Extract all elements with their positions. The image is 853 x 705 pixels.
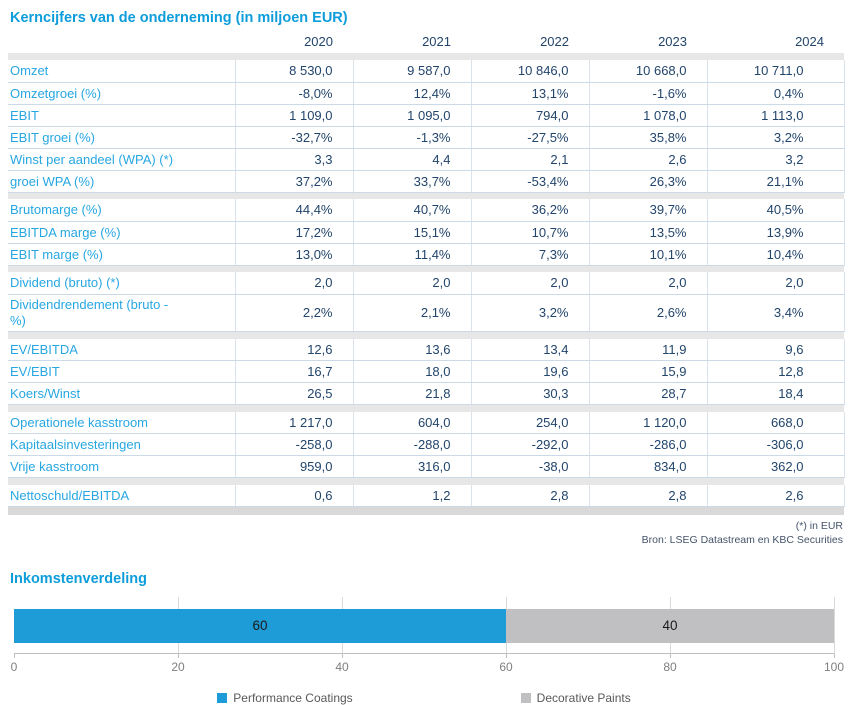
cell-value: 254,0: [471, 412, 589, 434]
row-label: [8, 243, 235, 265]
cell-value: 40,7%: [353, 199, 471, 221]
income-distribution-chart: [10, 597, 845, 705]
x-axis-tick: [14, 654, 15, 658]
row-label: [8, 383, 235, 405]
legend-item: [521, 691, 631, 705]
section-separator-band: [8, 192, 844, 199]
chart-legend: [14, 691, 834, 705]
cell-value: -8,0%: [235, 82, 353, 104]
row-label-text: Winst per aandeel (WPA) (*): [10, 151, 174, 167]
year-column-header: 2024: [795, 34, 824, 49]
table-row: [8, 361, 844, 383]
x-axis-tick-labels: [10, 659, 845, 678]
cell-value: 13,0%: [235, 243, 353, 265]
year-header-row: [8, 33, 844, 53]
cell-value: 12,8: [707, 361, 844, 383]
cell-value: 834,0: [589, 456, 707, 478]
section-separator-band: [8, 265, 844, 272]
table-title: Kerncijfers van de onderneming (in miljoen EUR): [10, 10, 348, 26]
cell-value: 2,0: [589, 272, 707, 294]
cell-value: 10 846,0: [471, 60, 589, 82]
x-axis-tick: [670, 654, 671, 658]
row-label: [8, 294, 235, 332]
cell-value: 35,8%: [589, 126, 707, 148]
cell-value: 4,4: [353, 148, 471, 170]
cell-value: 3,2: [707, 148, 844, 170]
row-label: [8, 485, 235, 507]
row-label-text: EBIT: [10, 107, 39, 123]
cell-value: 37,2%: [235, 170, 353, 192]
table-row: [8, 339, 844, 361]
cell-value: -27,5%: [471, 126, 589, 148]
cell-value: 10,7%: [471, 221, 589, 243]
cell-value: 3,2%: [707, 126, 844, 148]
chart-title: Inkomstenverdeling: [10, 570, 147, 587]
table-row: [8, 148, 844, 170]
x-axis-line: [14, 653, 834, 654]
cell-value: 2,1: [471, 148, 589, 170]
row-label: [8, 456, 235, 478]
cell-value: 21,1%: [707, 170, 844, 192]
cell-value: 19,6: [471, 361, 589, 383]
x-axis-tick-label: 80: [663, 659, 677, 674]
row-label: [8, 272, 235, 294]
row-label-text: Dividendrendement (bruto - %): [10, 296, 169, 328]
row-label-text: Dividend (bruto) (*): [10, 275, 120, 291]
section-separator-band: [8, 53, 844, 60]
cell-value: 30,3: [471, 383, 589, 405]
cell-value: 16,7: [235, 361, 353, 383]
section-separator-band: [8, 405, 844, 412]
row-label: [8, 221, 235, 243]
x-axis-tick-label: 100: [823, 659, 845, 674]
row-label: [8, 148, 235, 170]
cell-value: 1 078,0: [589, 104, 707, 126]
cell-value: -286,0: [589, 434, 707, 456]
cell-value: 0,4%: [707, 82, 844, 104]
cell-value: -292,0: [471, 434, 589, 456]
table-row: [8, 434, 844, 456]
cell-value: 1 095,0: [353, 104, 471, 126]
cell-value: 36,2%: [471, 199, 589, 221]
bar-segment-performance-coatings: [14, 609, 506, 643]
cell-value: 1 120,0: [589, 412, 707, 434]
cell-value: 2,6: [589, 148, 707, 170]
cell-value: 13,1%: [471, 82, 589, 104]
table-row: [8, 104, 844, 126]
row-label-text: Vrije kasstroom: [10, 459, 100, 474]
cell-value: 13,5%: [589, 221, 707, 243]
cell-value: 18,4: [707, 383, 844, 405]
cell-value: 2,1%: [353, 294, 471, 332]
x-axis-tick: [506, 654, 507, 658]
section-separator-band: [8, 332, 844, 339]
header-corner: [8, 33, 235, 53]
row-label-text: Nettoschuld/EBITDA: [10, 487, 130, 503]
table-row: [8, 412, 844, 434]
bar-segment-value-label: 60: [252, 618, 268, 634]
cell-value: 17,2%: [235, 221, 353, 243]
table-row: [8, 221, 844, 243]
x-axis-tick-label: 40: [335, 659, 349, 674]
cell-value: 8 530,0: [235, 60, 353, 82]
legend-label: Performance Coatings: [233, 690, 353, 705]
table-row: [8, 170, 844, 192]
footnote-source: Bron: LSEG Datastream en KBC Securities: [641, 533, 843, 546]
stacked-bar: [14, 609, 834, 643]
legend-swatch-icon: [217, 693, 227, 703]
x-axis-tick: [834, 654, 835, 658]
bar-segment-decorative-paints: [506, 609, 834, 643]
year-column-header: 2021: [422, 34, 451, 49]
cell-value: 10 668,0: [589, 60, 707, 82]
cell-value: 2,0: [235, 272, 353, 294]
cell-value: 3,4%: [707, 294, 844, 332]
row-label-text: Kapitaalsinvesteringen: [10, 437, 141, 452]
cell-value: 3,3: [235, 148, 353, 170]
cell-value: 9,6: [707, 339, 844, 361]
cell-value: 2,2%: [235, 294, 353, 332]
cell-value: 3,2%: [471, 294, 589, 332]
cell-value: -1,3%: [353, 126, 471, 148]
cell-value: -1,6%: [589, 82, 707, 104]
row-label-text: Koers/Winst: [10, 386, 81, 401]
cell-value: 15,1%: [353, 221, 471, 243]
table-row: [8, 485, 844, 507]
cell-value: 2,6%: [589, 294, 707, 332]
row-label: [8, 126, 235, 148]
row-label-text: Brutomarge (%): [10, 202, 102, 218]
gridline: [834, 597, 835, 654]
cell-value: -32,7%: [235, 126, 353, 148]
chart-plot-area: [14, 597, 834, 654]
row-label-text: EBIT marge (%): [10, 246, 103, 262]
table-row: [8, 60, 844, 82]
row-label: [8, 199, 235, 221]
legend-label: Decorative Paints: [536, 690, 631, 705]
cell-value: 2,0: [471, 272, 589, 294]
cell-value: 13,9%: [707, 221, 844, 243]
row-label-text: groei WPA (%): [10, 173, 95, 189]
cell-value: 18,0: [353, 361, 471, 383]
table-row: [8, 272, 844, 294]
cell-value: 33,7%: [353, 170, 471, 192]
cell-value: -306,0: [707, 434, 844, 456]
table-row: [8, 199, 844, 221]
table-row: [8, 294, 844, 332]
cell-value: 0,6: [235, 485, 353, 507]
cell-value: 2,6: [707, 485, 844, 507]
cell-value: 26,5: [235, 383, 353, 405]
row-label: [8, 434, 235, 456]
cell-value: 12,4%: [353, 82, 471, 104]
cell-value: 10 711,0: [707, 60, 844, 82]
cell-value: 959,0: [235, 456, 353, 478]
row-label-text: EBITDA marge (%): [10, 224, 121, 240]
cell-value: 13,4: [471, 339, 589, 361]
cell-value: 11,4%: [353, 243, 471, 265]
row-label: [8, 82, 235, 104]
cell-value: 794,0: [471, 104, 589, 126]
row-label: [8, 170, 235, 192]
section-separator-band: [8, 478, 844, 485]
cell-value: 39,7%: [589, 199, 707, 221]
cell-value: 12,6: [235, 339, 353, 361]
cell-value: -258,0: [235, 434, 353, 456]
cell-value: 13,6: [353, 339, 471, 361]
x-axis-tick-label: 0: [10, 659, 18, 674]
cell-value: 2,8: [589, 485, 707, 507]
year-column-header: 2020: [304, 34, 333, 49]
table-row: [8, 243, 844, 265]
row-label: [8, 339, 235, 361]
cell-value: 9 587,0: [353, 60, 471, 82]
cell-value: 10,4%: [707, 243, 844, 265]
cell-value: 2,0: [707, 272, 844, 294]
row-label: [8, 104, 235, 126]
x-axis-tick: [178, 654, 179, 658]
cell-value: 1 113,0: [707, 104, 844, 126]
row-label: [8, 60, 235, 82]
cell-value: 15,9: [589, 361, 707, 383]
cell-value: 7,3%: [471, 243, 589, 265]
x-axis-tick-label: 20: [171, 659, 185, 674]
row-label: [8, 361, 235, 383]
cell-value: 40,5%: [707, 199, 844, 221]
cell-value: 1,2: [353, 485, 471, 507]
row-label-text: EBIT groei (%): [10, 129, 96, 145]
row-label-text: EV/EBITDA: [10, 341, 78, 357]
legend-swatch-icon: [521, 693, 531, 703]
table-row: [8, 383, 844, 405]
key-figures-table: [8, 33, 845, 515]
row-label-text: EV/EBIT: [10, 364, 60, 379]
row-label-text: Omzet: [10, 63, 49, 79]
row-label-text: Operationele kasstroom: [10, 414, 149, 430]
year-column-header: 2022: [540, 34, 569, 49]
cell-value: -38,0: [471, 456, 589, 478]
table-row: [8, 456, 844, 478]
section-separator-band: [8, 507, 844, 515]
bar-segment-value-label: 40: [662, 618, 678, 634]
cell-value: 11,9: [589, 339, 707, 361]
cell-value: 28,7: [589, 383, 707, 405]
cell-value: 2,8: [471, 485, 589, 507]
year-column-header: 2023: [658, 34, 687, 49]
cell-value: 604,0: [353, 412, 471, 434]
footnote-unit: (*) in EUR: [795, 519, 843, 532]
x-axis-tick: [342, 654, 343, 658]
cell-value: 668,0: [707, 412, 844, 434]
cell-value: 2,0: [353, 272, 471, 294]
cell-value: 1 109,0: [235, 104, 353, 126]
cell-value: 44,4%: [235, 199, 353, 221]
cell-value: 1 217,0: [235, 412, 353, 434]
cell-value: 362,0: [707, 456, 844, 478]
cell-value: -53,4%: [471, 170, 589, 192]
table-row: [8, 126, 844, 148]
cell-value: 21,8: [353, 383, 471, 405]
table-row: [8, 82, 844, 104]
row-label: [8, 412, 235, 434]
cell-value: 10,1%: [589, 243, 707, 265]
row-label-text: Omzetgroei (%): [10, 85, 102, 101]
cell-value: 26,3%: [589, 170, 707, 192]
cell-value: 316,0: [353, 456, 471, 478]
footnotes: [0, 519, 843, 547]
legend-item: [217, 691, 352, 705]
cell-value: -288,0: [353, 434, 471, 456]
x-axis-tick-label: 60: [499, 659, 513, 674]
